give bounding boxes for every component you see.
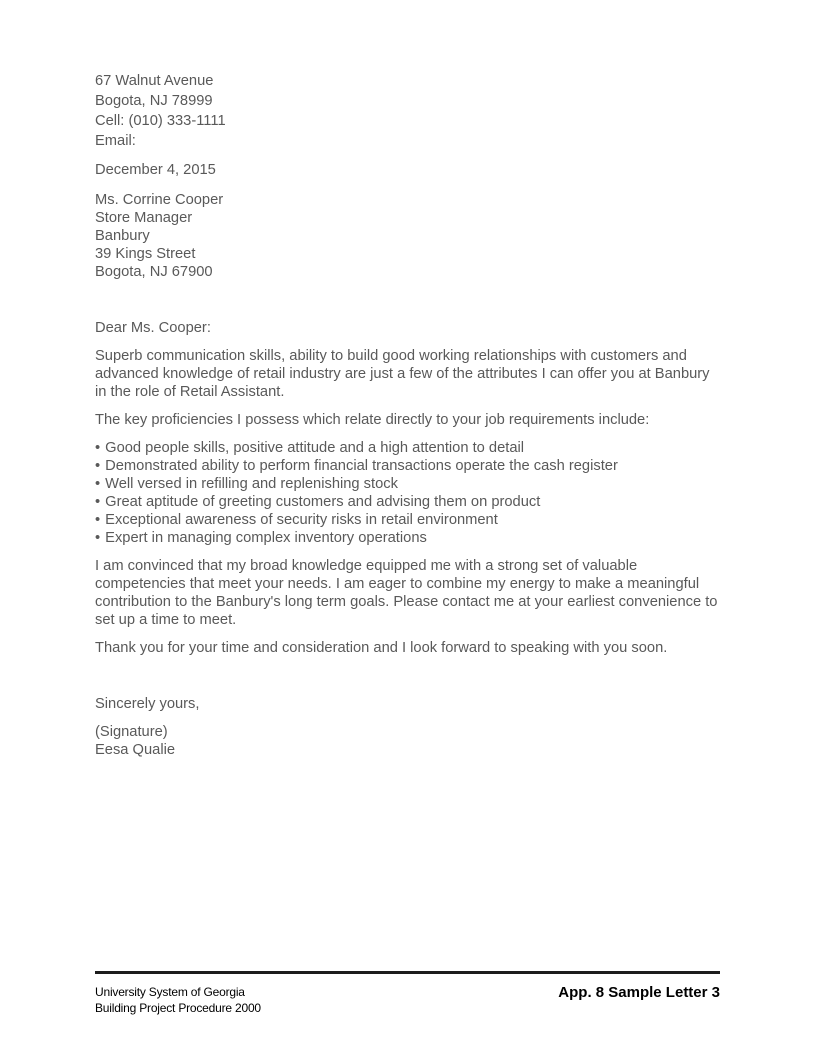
footer-doc-title: Building Project Procedure 2000 — [95, 1001, 261, 1015]
list-item-text: Expert in managing complex inventory operations — [105, 530, 427, 546]
list-item-text: Great aptitude of greeting customers and advising them on product — [105, 494, 541, 510]
list-item-text: Well versed in refilling and replenishing stock — [105, 476, 398, 492]
proficiencies-list — [95, 439, 720, 547]
salutation: Dear Ms. Cooper: — [95, 320, 211, 336]
intro-paragraph: Superb communication skills, ability to build good working relationships with customers and advanced knowledge of retail industry are just a few of the attributes I can offer you at Banbury in the role of Retail Assistant. — [95, 348, 710, 400]
signature-block — [95, 723, 720, 759]
sender-street: 67 Walnut Avenue — [95, 73, 214, 89]
bullet-icon: • — [95, 512, 101, 528]
list-item-text: Good people skills, positive attitude and a high attention to detail — [105, 440, 525, 456]
page-footer — [95, 971, 720, 1016]
sender-email-label: Email: — [95, 133, 136, 149]
list-item — [95, 457, 720, 475]
list-item — [95, 511, 720, 529]
list-item — [95, 439, 720, 457]
sender-address-block — [95, 71, 720, 151]
recipient-city: Bogota, NJ 67900 — [95, 264, 213, 280]
recipient-company: Banbury — [95, 228, 150, 244]
bullet-icon: • — [95, 476, 101, 492]
thanks-paragraph: Thank you for your time and consideration and I look forward to speaking with you soon. — [95, 640, 668, 656]
recipient-name: Ms. Corrine Cooper — [95, 192, 224, 208]
footer-left-block — [95, 984, 261, 1016]
list-item — [95, 475, 720, 493]
bullet-icon: • — [95, 530, 101, 546]
bullet-icon: • — [95, 494, 101, 510]
letter-body — [95, 0, 720, 759]
recipient-address-block — [95, 191, 720, 281]
list-item-text: Demonstrated ability to perform financial transactions operate the cash register — [105, 458, 618, 474]
sender-city: Bogota, NJ 78999 — [95, 93, 213, 109]
closing: Sincerely yours, — [95, 696, 200, 712]
letter-date: December 4, 2015 — [95, 162, 216, 178]
value-paragraph: I am convinced that my broad knowledge equipped me with a strong set of valuable competencies that meet your needs. I am eager to combine my energy to make a meaningful contribution to the Banbury's long term goals. Please contact me at your earliest convenience to set up a time to meet. — [95, 558, 718, 628]
list-item — [95, 493, 720, 511]
recipient-job-title: Store Manager — [95, 210, 193, 226]
signature-name: Eesa Qualie — [95, 742, 176, 758]
proficiencies-lead: The key proficiencies I possess which relate directly to your job requirements include: — [95, 412, 650, 428]
blank-line — [95, 667, 720, 695]
footer-org: University System of Georgia — [95, 985, 245, 999]
list-item — [95, 529, 720, 547]
recipient-street: 39 Kings Street — [95, 246, 196, 262]
footer-appendix-label: App. 8 Sample Letter 3 — [558, 984, 720, 1001]
list-item-text: Exceptional awareness of security risks in retail environment — [105, 512, 498, 528]
signature-placeholder: (Signature) — [95, 724, 168, 740]
bullet-icon: • — [95, 458, 101, 474]
sender-cell: Cell: (010) 333-1111 — [95, 113, 226, 129]
blank-line — [95, 291, 720, 319]
bullet-icon: • — [95, 440, 101, 456]
